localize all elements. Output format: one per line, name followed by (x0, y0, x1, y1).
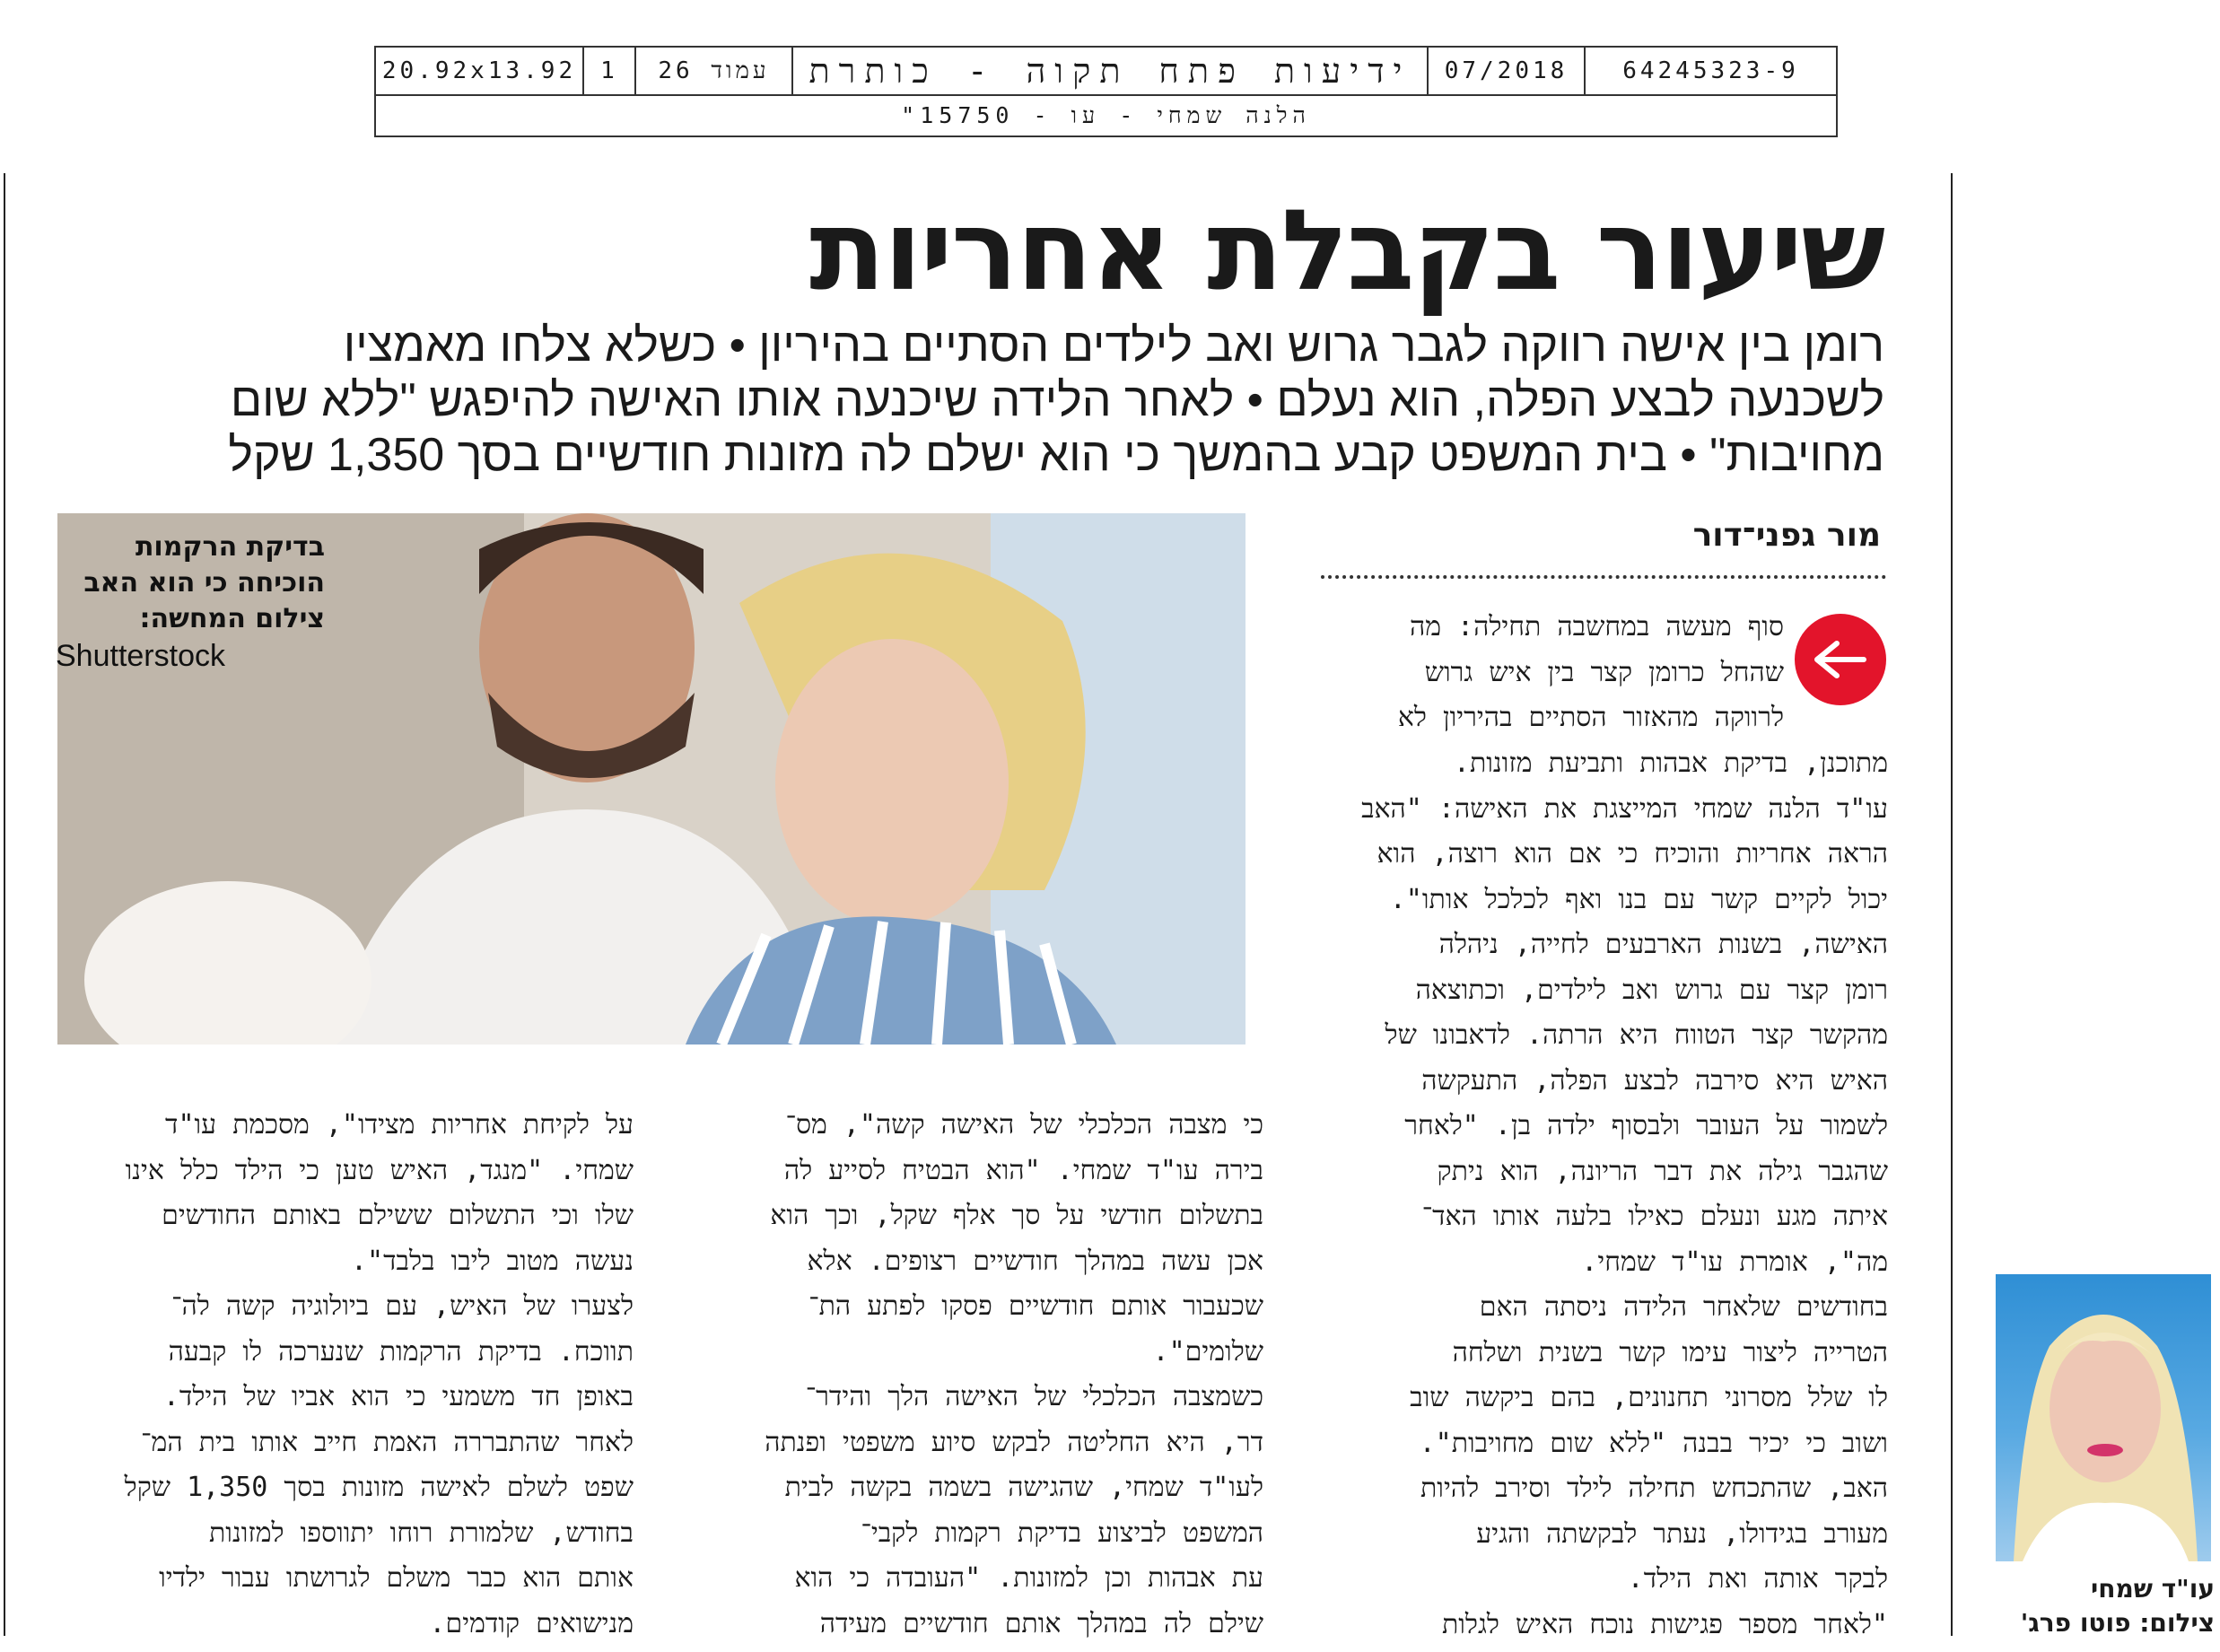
column-2-body (687, 1103, 1263, 1647)
clipping-header-row (376, 48, 1836, 96)
article-headline: שיעור בקבלת אחריות (809, 187, 1884, 316)
text-line: אותם הוא כבר משלם לגרושתו עבור ילדיו (159, 1562, 634, 1594)
portrait-caption-line: צילום: פוטו פרג' (2020, 1608, 2215, 1638)
text-line: מנישואים קודמים. (429, 1607, 634, 1639)
text-line: כשמצבה הכלכלי של האישה הלך והידר־ (805, 1381, 1263, 1412)
subhead-line: לשכנעה לבצע הפלה, הוא נעלם • לאחר הלידה שיכנעה אותו האישה להיפגש "ללא שום (230, 374, 1884, 426)
text-line: שמחי. "מנגד, האיש טען כי הילד כלל אינו (125, 1154, 634, 1186)
text-line: הראה אחריות והוכיח כי אם הוא רוצה, הוא (1377, 838, 1888, 870)
text-line: באופן חד משמעי כי הוא אביו של הילד. (162, 1381, 634, 1412)
clipping-count: 1 (582, 48, 634, 94)
portrait-caption-line: עו"ד שמחי (2090, 1574, 2215, 1604)
text-line: שהחל כרומן קצר בין איש גרוש (1424, 656, 1784, 688)
text-line: לאחר שהתבררה האמת חייב אותו בית המ־ (141, 1426, 634, 1458)
column-1-intro (1319, 605, 1784, 741)
text-line: אכן עשה במהלך חודשיים רצופים. אלא (807, 1245, 1263, 1277)
text-line: האב, שהתכחש תחילה לילד וסירב להיות (1420, 1473, 1888, 1504)
clipping-id: 64245323-9 (1584, 48, 1836, 94)
text-line: לשמור על העובר ולבסוף ילדה בן. "לאחר (1404, 1110, 1888, 1141)
text-line: יכול לקיים קשר עם בנו ואף לכלכל אותו". (1389, 883, 1888, 915)
photo-credit: Shutterstock (56, 639, 225, 673)
text-line: שכעבור אותם חודשיים פסקו לפתע הת־ (808, 1290, 1263, 1322)
text-line: לבקר אותה ואת הילד. (1627, 1563, 1888, 1595)
photo-caption-line: הוכיחה כי הוא האב (83, 567, 325, 599)
clipping-publication: ידיעות פתח תקוה - כותרת (791, 48, 1427, 94)
photo-caption-line: צילום המחשה: (139, 603, 325, 634)
text-line: בירה עו"ד שמחי. "הוא הבטיח לסייע לה (783, 1154, 1263, 1186)
left-arrow-icon (1795, 614, 1886, 705)
text-line: על לקיחת אחריות מצידו", מסכמת עו"ד (165, 1109, 634, 1141)
text-line: הטרייה ליצור עימו קשר בשנית ושלחה (1452, 1336, 1888, 1368)
text-line: ושוב כי יכיר בבנה "ללא שום מחויבות". (1419, 1427, 1888, 1459)
text-line: שלומים". (1152, 1335, 1263, 1368)
photo-caption-line: בדיקת הרקמות (135, 531, 325, 563)
column-1-body (1319, 741, 1888, 1648)
text-line: עו"ד הלנה שמחי המייצגת את האישה: "האב (1361, 792, 1888, 825)
clipping-size: 20.92x13.92 (381, 57, 577, 84)
clipping-date: 07/2018 (1427, 48, 1584, 94)
left-arrow-icon-glyph (1814, 640, 1867, 679)
subhead-line: רומן בין אישה רווקה לגבר גרוש ואב לילדים הסתיים בהיריון • כשלא צלחו מאמציו (343, 319, 1884, 371)
text-line: לעו"ד שמחי, שהגישה בשמה בקשה לבית (784, 1472, 1263, 1503)
clipping-header (374, 46, 1838, 137)
text-line: המשפט לביצוע בדיקת רקמות לקבי־ (861, 1517, 1263, 1549)
text-line: מה", אומרת עו"ד שמחי. (1581, 1246, 1888, 1278)
text-line: כי מצבה הכלכלי של האישה קשה", מס־ (785, 1109, 1263, 1141)
text-line: לרווקה מהאזור הסתיים בהיריון לא (1397, 702, 1784, 733)
text-line: לצערו של האיש, עם ביולוגיה קשה לה־ (171, 1290, 634, 1322)
text-line: בחודש, שלמורת רוחו יתווספו למזונות (208, 1517, 634, 1549)
text-line: בתשלום חודשי על סך אלף שקל, וכך הוא (770, 1200, 1263, 1231)
text-line: נעשה מטוב ליבו בלבד". (351, 1245, 634, 1277)
text-line: מהקשר קצר הטווח היא הרתה. לדאבונו של (1385, 1019, 1888, 1051)
text-line: האישה, בשנות הארבעים לחייה, ניהלה (1438, 929, 1888, 960)
article-byline: מור גפני־דור (1692, 517, 1881, 554)
subhead-line: מחויבות" • בית המשפט קבע בהמשך כי הוא ישלם לה מזונות חודשיים בסך 1,350 שקל (228, 429, 1884, 481)
text-line: לו שלל מסרוני תחנונים, בהם ביקשה שוב (1410, 1382, 1888, 1413)
text-line: "לאחר מספר פגישות נוכח האיש לגלות (1441, 1608, 1888, 1640)
clipping-client-line: "הלנה שמחי - עו - 15750 (901, 102, 1311, 128)
text-line: האיש היא סירבה לבצע הפלה, התעקשה (1421, 1064, 1888, 1097)
text-line: שלו וכי התשלום ששילם באותם החודשים (162, 1200, 634, 1231)
column-3-body (57, 1103, 634, 1647)
text-line: בחודשים שלאחר הלידה ניסתה האם (1479, 1291, 1888, 1323)
text-line: מעורב בגידולו, נעתר לבקשתה והגיע (1476, 1517, 1888, 1550)
article-subhead (90, 319, 1884, 483)
left-column-rule (4, 173, 5, 1636)
lawyer-portrait-illustration (1996, 1274, 2211, 1561)
text-line: שהגבר גילה את דבר הריונה, הוא ניתק (1437, 1155, 1888, 1187)
lawyer-portrait (1996, 1274, 2211, 1561)
text-line: שילם לה במהלך אותם חודשיים מעידה (819, 1607, 1263, 1639)
text-line: עת אבהות וכן למזונות. "העובדה כי הוא (794, 1562, 1263, 1594)
text-line: מתוכנן, בדיקת אבהות ותביעת מזונות. (1453, 747, 1888, 779)
text-line: דר, היא החליטה לבקש סיוע משפטי ופנתה (765, 1426, 1263, 1458)
text-line: תווכח. בדיקת הרקמות שנערכה לו קבעה (168, 1335, 634, 1368)
text-line: סוף מעשה במחשבה תחילה: מה (1409, 611, 1784, 642)
text-line: איתה מגע ונעלם כאילו בלעה אותו האד־ (1421, 1201, 1888, 1232)
clipping-page: עמוד 26 (634, 48, 791, 94)
byline-divider (1321, 575, 1886, 579)
right-column-rule (1951, 173, 1953, 1636)
text-line: שפט לשלם לאישה מזונות בסך 1,350 שקל (124, 1472, 634, 1503)
portrait-caption (1980, 1572, 2215, 1640)
photo-caption (56, 529, 325, 637)
text-line: רומן קצר עם גרוש ואב לילדים, וכתוצאה (1415, 974, 1888, 1006)
